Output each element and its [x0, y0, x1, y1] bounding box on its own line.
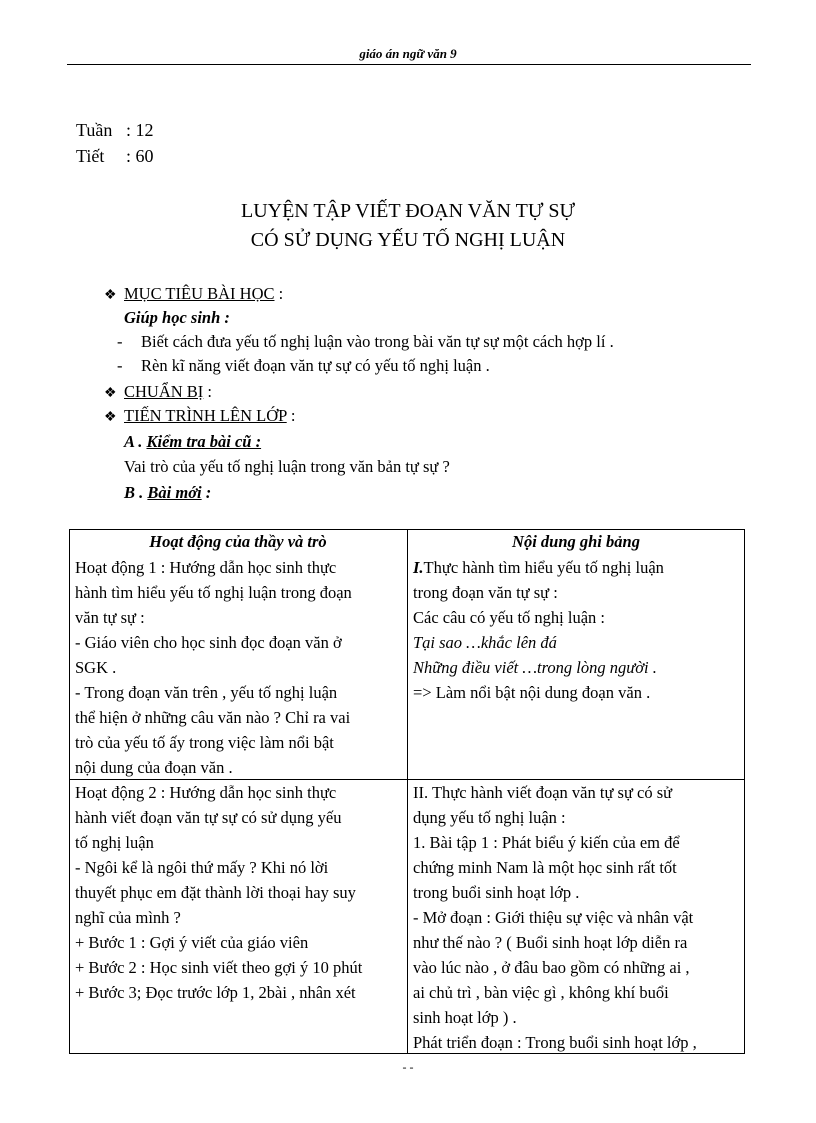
- cell-line: Phát triển đoạn : Trong buổi sinh hoạt lớp ,: [413, 1033, 697, 1052]
- cell-line: Hoạt động 2 : Hướng dẫn học sinh thực: [75, 783, 337, 802]
- cell-line: hành viết đoạn văn tự sự có sử dụng yếu: [75, 808, 342, 827]
- header-rule: [67, 64, 751, 65]
- table-header-notes: Nội dung ghi bảng: [512, 532, 640, 551]
- cell-line: SGK .: [75, 658, 117, 677]
- cell-line: ai chủ trì , bàn việc gì , không khí buổi: [413, 983, 669, 1002]
- table-header-activities: Hoạt động của thầy và trò: [149, 532, 327, 551]
- cell-line: trò của yếu tố ấy trong việc làm nổi bật: [75, 733, 334, 752]
- week-value: : 12: [126, 120, 154, 140]
- cell-line: chứng minh Nam là một học sinh rất tốt: [413, 858, 677, 877]
- cell-line: + Bước 1 : Gợi ý viết của giáo viên: [75, 933, 309, 952]
- cell-line: II. Thực hành viết đoạn văn tự sự có sử: [413, 783, 673, 802]
- cell-line: Những điều viết …trong lòng người .: [413, 658, 657, 677]
- cell-line: hành tìm hiểu yếu tố nghị luận trong đoạn: [75, 583, 352, 602]
- period-label: Tiết: [76, 146, 105, 166]
- table-row2-left: [75, 780, 405, 1005]
- preparation-heading: ❖ CHUẨN BỊ :: [104, 382, 213, 401]
- cell-line: tố nghị luận: [75, 833, 154, 852]
- table-column-divider: [407, 529, 408, 1054]
- cell-line: + Bước 3; Đọc trước lớp 1, 2bài , nhân xét: [75, 983, 356, 1002]
- cell-line: trong đoạn văn tự sự :: [413, 583, 558, 602]
- cell-line: như thế nào ? ( Buổi sinh hoạt lớp diễn ra: [413, 933, 688, 952]
- cell-line: nghĩ của mình ?: [75, 908, 181, 927]
- cell-line: sinh hoạt lớp ) .: [413, 1008, 517, 1027]
- cell-line: - Giáo viên cho học sinh đọc đoạn văn ở: [75, 633, 342, 652]
- cell-line: vào lúc nào , ở đâu bao gồm có những ai ,: [413, 958, 690, 977]
- diamond-bullet-icon: ❖: [104, 410, 117, 425]
- period-line: [76, 146, 154, 167]
- cell-line: => Làm nổi bật nội dung đoạn văn .: [413, 683, 651, 702]
- cell-line: văn tự sự :: [75, 608, 145, 627]
- week-line: [76, 120, 154, 141]
- cell-line: trong buổi sinh hoạt lớp .: [413, 883, 580, 902]
- section-b: B . Bài mới :: [124, 483, 212, 502]
- process-heading: ❖ TIẾN TRÌNH LÊN LỚP :: [104, 406, 296, 425]
- period-value: : 60: [126, 146, 154, 166]
- cell-line: + Bước 2 : Học sinh viết theo gợi ý 10 phút: [75, 958, 363, 977]
- cell-line: Hoạt động 1 : Hướng dẫn học sinh thực: [75, 558, 337, 577]
- table-row1-left: [75, 555, 405, 780]
- table-row1-right: [413, 555, 743, 705]
- page-number: - -: [402, 1060, 414, 1074]
- cell-line: - Mở đoạn : Giới thiệu sự việc và nhân vật: [413, 908, 694, 927]
- objectives-heading: ❖ MỤC TIÊU BÀI HỌC :: [104, 284, 284, 303]
- cell-line: Các câu có yếu tố nghị luận :: [413, 608, 605, 627]
- cell-line: 1. Bài tập 1 : Phát biểu ý kiến của em để: [413, 833, 680, 852]
- cell-line: dụng yếu tố nghị luận :: [413, 808, 566, 827]
- table-row2-right: [413, 780, 743, 1055]
- objective-bullet: - Rèn kĩ năng viết đoạn văn tự sự có yếu tố nghị luận .: [117, 356, 490, 375]
- diamond-bullet-icon: ❖: [104, 288, 117, 303]
- cell-line: Tại sao …khắc lên đá: [413, 633, 557, 652]
- cell-line: I.Thực hành tìm hiểu yếu tố nghị luận: [413, 558, 664, 577]
- cell-line: - Trong đoạn văn trên , yếu tố nghị luận: [75, 683, 338, 702]
- diamond-bullet-icon: ❖: [104, 386, 117, 401]
- objective-bullet: - Biết cách đưa yếu tố nghị luận vào trong bài văn tự sự một cách hợp lí .: [117, 332, 614, 351]
- section-a-question: Vai trò của yếu tố nghị luận trong văn bản tự sự ?: [124, 457, 450, 476]
- cell-line: nội dung của đoạn văn .: [75, 758, 233, 777]
- cell-line: - Ngôi kể là ngôi thứ mấy ? Khi nó lời: [75, 858, 329, 877]
- cell-line: thể hiện ở những câu văn nào ? Chỉ ra vai: [75, 708, 351, 727]
- cell-line: thuyết phục em đặt thành lời thoại hay suy: [75, 883, 356, 902]
- lesson-title-line1: LUYỆN TẬP VIẾT ĐOẠN VĂN TỰ SỰ: [240, 200, 575, 222]
- running-header: giáo án ngữ văn 9: [359, 46, 457, 61]
- lesson-title-line2: CÓ SỬ DỤNG YẾU TỐ NGHỊ LUẬN: [250, 229, 566, 251]
- section-a: A . Kiểm tra bài cũ :: [124, 432, 262, 451]
- objectives-subheading: Giúp học sinh :: [124, 308, 230, 327]
- week-label: Tuần: [76, 120, 113, 140]
